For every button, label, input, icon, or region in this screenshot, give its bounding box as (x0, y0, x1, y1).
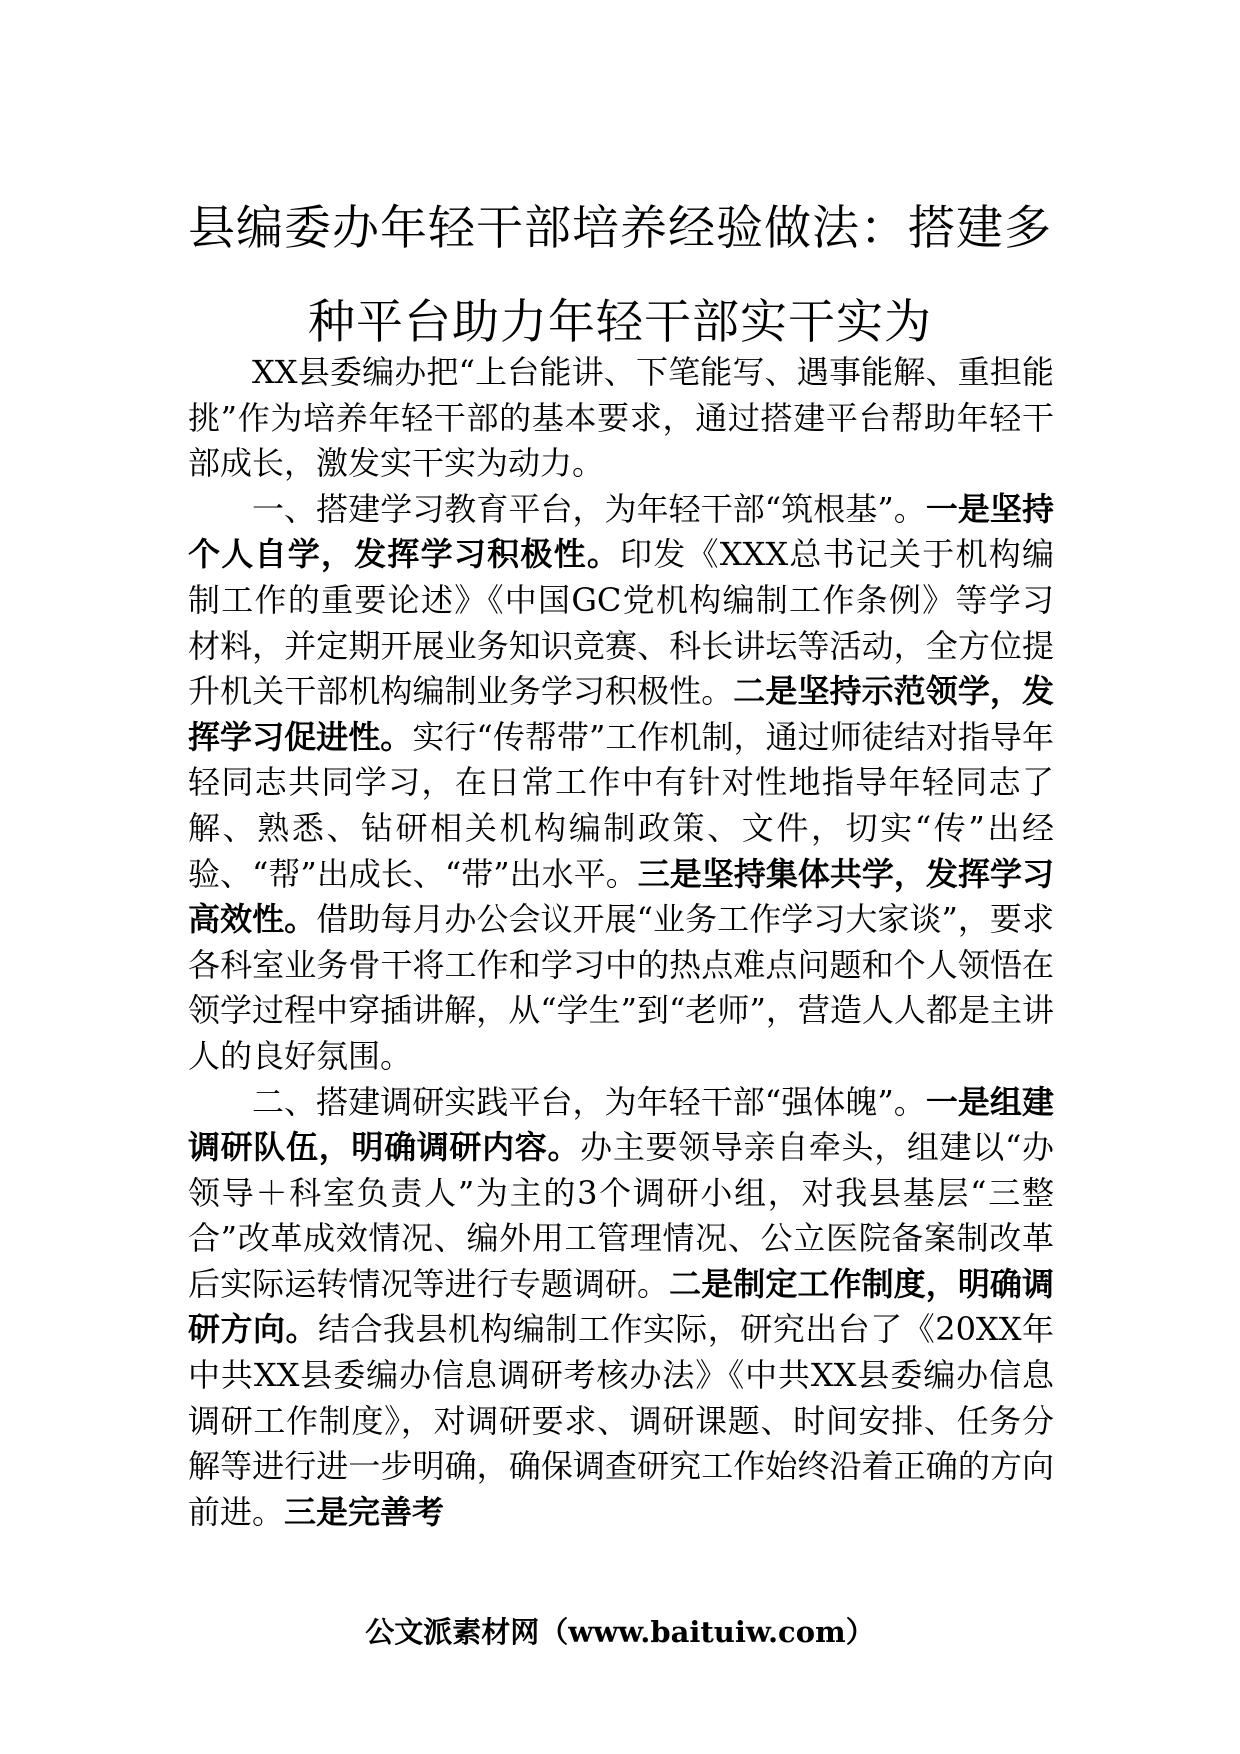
text-segment: 实行“传帮带”工作机制，通过师徒结对指导年轻同志共同学习，在日常工作中有针对性地指导年轻同志了解、熟悉、钻研相关机构编制政策、文件，切实“传”出经验、“帮”出成长、“带”出水平。 (188, 717, 1054, 893)
text-segment: 印发《XXX总书记关于机构编制工作的重要论述》《中国GC党机构编制工作条例》等学习材料，并定期开展业务知识竞赛、科长讲坛等活动，全方位提升机关干部机构编制业务学习积极性。 (188, 535, 1054, 711)
bold-point: 一是坚持个人自学，发挥学习积极性。 (188, 489, 1054, 574)
bold-point: 三是完善考 (284, 1492, 445, 1531)
bold-point: 二是制定工作制度，明确调研方向。 (188, 1264, 1054, 1349)
text-segment: XX县委编办把“上台能讲、下笔能写、遇事能解、重担能挑”作为培养年轻干部的基本要求，通过搭建平台帮助年轻干部成长，激发实干实为动力。 (188, 353, 1054, 483)
paragraph-intro (188, 350, 1054, 487)
section-heading: 一、搭建学习教育平台，为年轻干部“筑根基”。 (252, 489, 926, 528)
footer-watermark-text: 公文派素材网（www.baituiw.com） (365, 1615, 875, 1649)
bold-point: 一是组建调研队伍，明确调研内容。 (188, 1082, 1054, 1167)
document-body (188, 350, 1054, 1535)
text-segment: 借助每月办公会议开展“业务工作学习大家谈”，要求各科室业务骨干将工作和学习中的热点难点问题和个人领悟在领学过程中穿插讲解，从“学生”到“老师”，营造人人都是主讲人的良好氛围。 (188, 900, 1054, 1075)
text-segment: 办主要领导亲自牵头，组建以“办领导＋科室负责人”为主的3个调研小组，对我县基层“三整合”改革成效情况、编外用工管理情况、公立医院备案制改革后实际运转情况等进行专题调研。 (188, 1128, 1054, 1303)
paragraph-section-one (188, 487, 1054, 1080)
section-heading: 二、搭建调研实践平台，为年轻干部“强体魄”。 (252, 1082, 926, 1121)
paragraph-section-two (188, 1080, 1054, 1536)
bold-point: 三是坚持集体共学，发挥学习高效性。 (188, 854, 1054, 939)
document-title: 县编委办年轻干部培养经验做法：搭建多种平台助力年轻干部实干实为 (188, 201, 1052, 350)
bold-point: 二是坚持示范领学，发挥学习促进性。 (188, 672, 1054, 756)
text-segment: 结合我县机构编制工作实际，研究出台了《20XX年中共XX县委编办信息调研考核办法》《中共XX县委编办信息调研工作制度》，对调研要求、调研课题、时间安排、任务分解等进行进一步明确，确保调查研究工作始终沿着正确的方向前进。 (188, 1310, 1054, 1531)
